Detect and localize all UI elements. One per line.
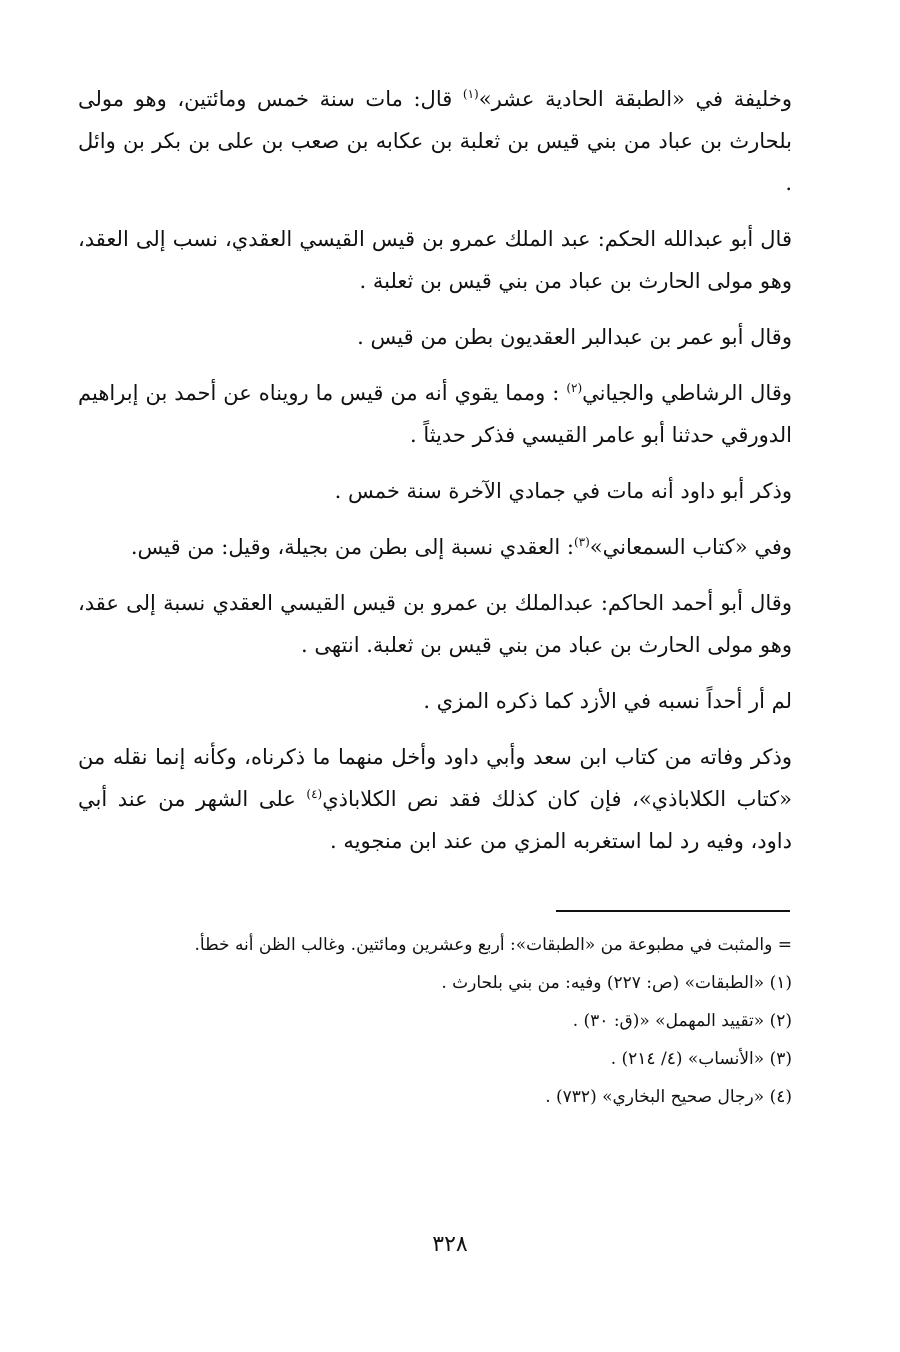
paragraph: [78, 680, 792, 722]
footnote-continuation: = والمثبت في مطبوعة من «الطبقات»: أربع وعشرين ومائتين. وغالب الظن أنه خطأ.: [194, 935, 792, 955]
paragraph-text: وقال أبو أحمد الحاكم: عبدالملك بن عمرو بن قيس القيسي العقدي نسبة إلى عقد، وهو مولى الحارث بن عباد من بني قيس بن ثعلبة. انتهى .: [78, 591, 792, 657]
footnote-1: (١) «الطبقات» (ص: ٢٢٧) وفيه: من بني بلحارث .: [441, 973, 792, 993]
paragraph: [78, 736, 792, 862]
footnote-ref: (٢): [566, 381, 583, 395]
paragraph: [78, 78, 792, 204]
footnote-ref: (١): [462, 87, 479, 101]
paragraph-text: على الشهر من عند أبي داود، وفيه رد لما استغربه المزي من عند ابن منجويه .: [78, 787, 792, 853]
paragraph: [78, 316, 792, 358]
paragraph-text: وذكر أبو داود أنه مات في جمادي الآخرة سنة خمس .: [334, 479, 792, 503]
footnote-ref: (٣): [573, 535, 590, 549]
paragraph-text: وقال أبو عمر بن عبدالبر العقديون بطن من قيس .: [357, 325, 792, 349]
footnote-4: (٤) «رجال صحيح البخاري» (٧٣٢) .: [545, 1087, 792, 1107]
paragraph-text: : العقدي نسبة إلى بطن من بجيلة، وقيل: من قيس.: [130, 535, 574, 559]
footnote-2: (٢) «تقييد المهمل» «(ق: ٣٠) .: [572, 1011, 792, 1031]
paragraph-text: وذكر وفاته من كتاب ابن سعد وأبي داود وأخل منهما ما ذكرناه، وكأنه إنما نقله من «كتاب الكلاباذي»، فإن كان كذلك فقد نص الكلاباذي: [78, 745, 792, 811]
page-number: ٣٢٨: [432, 1232, 468, 1257]
paragraph: [78, 582, 792, 666]
paragraph-text: وفي «كتاب السمعاني»: [589, 535, 792, 559]
main-text: [78, 78, 792, 876]
paragraph-text: قال أبو عبدالله الحكم: عبد الملك عمرو بن قيس القيسي العقدي، نسب إلى العقد، وهو مولى الحارث بن عباد من بني قيس بن ثعلبة .: [78, 227, 792, 293]
footnote-divider: [556, 910, 790, 912]
paragraph-text: وقال الرشاطي والجياني: [582, 381, 793, 405]
paragraph-text: : ومما يقوي أنه من قيس ما رويناه عن أحمد بن إبراهيم الدورقي حدثنا أبو عامر القيسي فذكر حديثاً .: [78, 381, 792, 447]
paragraph: [78, 526, 792, 568]
footnotes: [100, 928, 792, 1118]
paragraph-text: لم أر أحداً نسبه في الأزد كما ذكره المزي .: [423, 689, 792, 713]
paragraph-text: وخليفة في «الطبقة الحادية عشر»: [478, 87, 793, 111]
paragraph: [78, 470, 792, 512]
footnote-3: (٣) «الأنساب» (٤/ ٢١٤) .: [610, 1049, 792, 1069]
paragraph: [78, 218, 792, 302]
paragraph-text: قال: مات سنة خمس ومائتين، وهو مولى بلحارث بن عباد من بني قيس بن ثعلبة بن عكابه بن صعب بن على بن بكر بن وائل .: [78, 87, 792, 195]
footnote-ref: (٤): [306, 787, 323, 801]
paragraph: [78, 372, 792, 456]
